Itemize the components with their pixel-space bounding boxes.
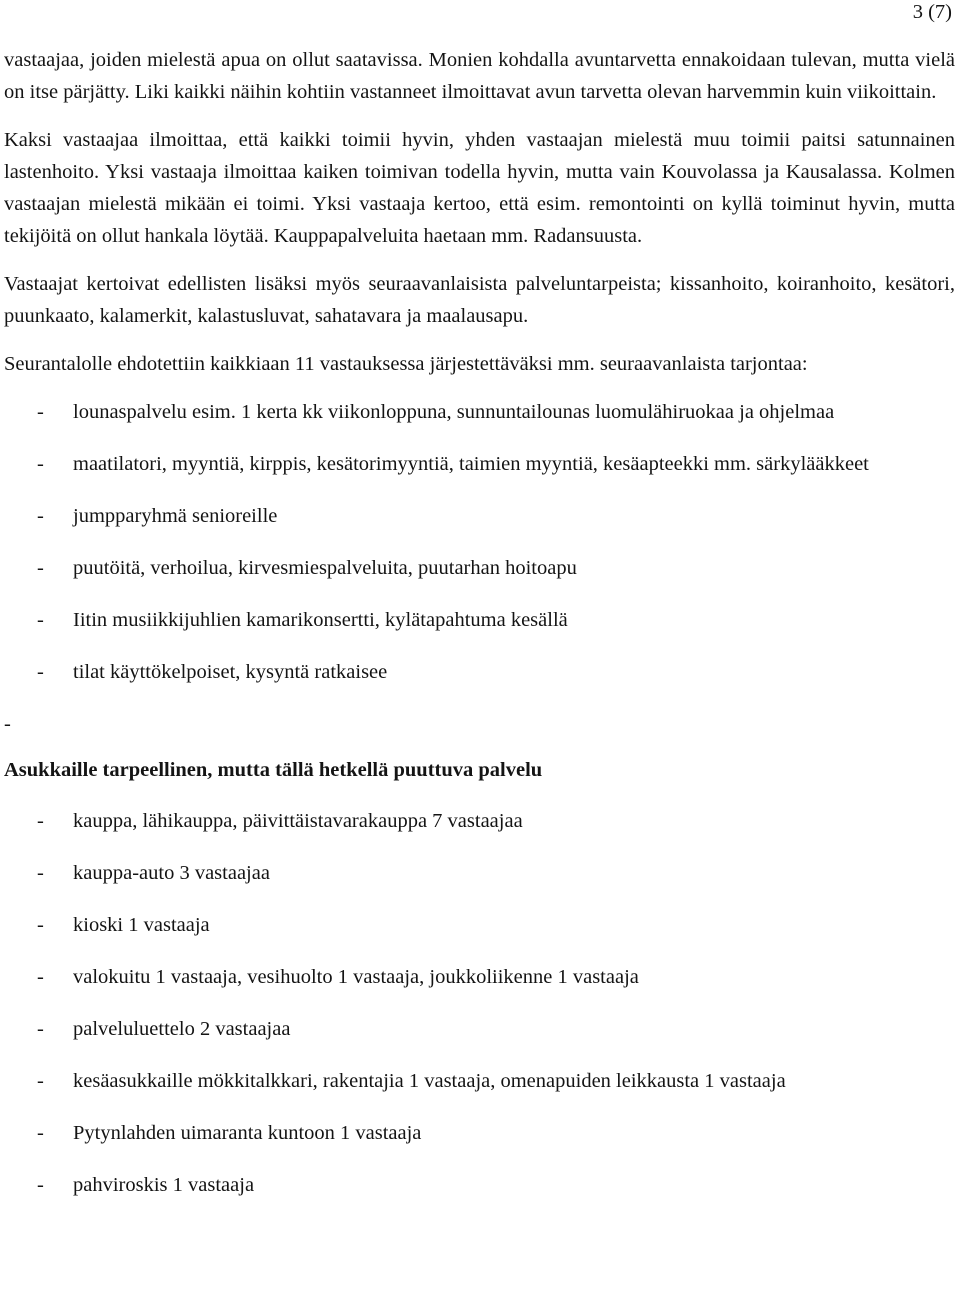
dash-bullet: - — [37, 1174, 44, 1196]
dash-bullet: - — [37, 661, 44, 683]
section-heading-missing-services: Asukkaille tarpeellinen, mutta tällä hetkellä puuttuva palvelu — [4, 759, 543, 781]
dash-bullet: - — [37, 505, 44, 527]
paragraph-services-working: Kaksi vastaajaa ilmoittaa, että kaikki toimii hyvin, yhden vastaajan mielestä muu toimii paitsi satunnainen lastenhoito. Yksi vastaaja ilmoittaa kaiken toimivan todella hyvin, mutta vain Kouvolassa ja Kausalassa. Kolmen vastaajan mielestä mikään ei toimi. Yksi vastaaja kertoo, että esim. remontointi on kyllä toiminut hyvin, mutta tekijöitä on ollut hankala löytää. Kauppapalveluita haetaan mm. Radansuusta. — [4, 129, 955, 247]
list-item — [4, 604, 955, 636]
dash-bullet: - — [4, 713, 11, 735]
empty-list-item — [4, 708, 955, 740]
list-item-text: puutöitä, verhoilua, kirvesmiespalveluita, puutarhan hoitoapu — [73, 557, 577, 579]
list-item-text: kioski 1 vastaaja — [73, 914, 210, 936]
dash-bullet: - — [37, 810, 44, 832]
list-item — [4, 1013, 955, 1045]
list-item-text: tilat käyttökelpoiset, kysyntä ratkaisee — [73, 661, 388, 683]
list-item — [4, 552, 955, 584]
paragraph-help-availability: vastaajaa, joiden mielestä apua on ollut saatavissa. Monien kohdalla avuntarvetta ennakoidaan tulevan, mutta vielä on itse pärjätty. Liki kaikki näihin kohtiin vastanneet ilmoittavat avun tarvetta olevan harvemmin kuin viikoittain. — [4, 49, 955, 103]
missing-services-list — [4, 805, 955, 1201]
list-item-text: kesäasukkaille mökkitalkkari, rakentajia 1 vastaaja, omenapuiden leikkausta 1 vastaaja — [73, 1070, 786, 1092]
dash-bullet: - — [37, 914, 44, 936]
list-item-text: maatilatori, myyntiä, kirppis, kesätorimyyntiä, taimien myyntiä, kesäapteekki mm. särkylääkkeet — [73, 453, 869, 475]
list-item-text: palveluluettelo 2 vastaajaa — [73, 1018, 291, 1040]
dash-bullet: - — [37, 557, 44, 579]
dash-bullet: - — [37, 966, 44, 988]
list-item-text: kauppa, lähikauppa, päivittäistavarakauppa 7 vastaajaa — [73, 810, 523, 832]
document-body — [4, 44, 955, 1221]
dash-bullet: - — [37, 1018, 44, 1040]
dash-bullet: - — [37, 453, 44, 475]
list-item — [4, 805, 955, 837]
page-number: 3 (7) — [912, 1, 952, 23]
list-item-text: lounaspalvelu esim. 1 kerta kk viikonloppuna, sunnuntailounas luomulähiruokaa ja ohjelmaa — [73, 401, 835, 423]
list-item — [4, 500, 955, 532]
list-item — [4, 396, 955, 428]
paragraph-suggestions-intro: Seurantalolle ehdotettiin kaikkiaan 11 vastauksessa järjestettäväksi mm. seuraavanlaista tarjontaa: — [4, 353, 808, 375]
list-item — [4, 1117, 955, 1149]
dash-bullet: - — [37, 1122, 44, 1144]
list-item-text: kauppa-auto 3 vastaajaa — [73, 862, 270, 884]
dash-bullet: - — [37, 862, 44, 884]
list-item-text: Iitin musiikkijuhlien kamarikonsertti, kylätapahtuma kesällä — [73, 609, 568, 631]
list-item-text: pahviroskis 1 vastaaja — [73, 1174, 255, 1196]
list-item — [4, 961, 955, 993]
list-item — [4, 656, 955, 688]
list-item — [4, 857, 955, 889]
dash-bullet: - — [37, 609, 44, 631]
paragraph-other-needs: Vastaajat kertoivat edellisten lisäksi myös seuraavanlaisista palveluntarpeista; kissanhoito, koiranhoito, kesätori, puunkaato, kalamerkit, kalastusluvat, sahatavara ja maalausapu. — [4, 273, 955, 327]
list-item-text: jumpparyhmä senioreille — [73, 505, 278, 527]
dash-bullet: - — [37, 401, 44, 423]
list-item-text: Pytynlahden uimaranta kuntoon 1 vastaaja — [73, 1122, 422, 1144]
list-item-text: valokuitu 1 vastaaja, vesihuolto 1 vastaaja, joukkoliikenne 1 vastaaja — [73, 966, 639, 988]
list-item — [4, 448, 955, 480]
list-item — [4, 909, 955, 941]
list-item — [4, 1065, 955, 1097]
offerings-list — [4, 396, 955, 688]
list-item — [4, 1169, 955, 1201]
dash-bullet: - — [37, 1070, 44, 1092]
